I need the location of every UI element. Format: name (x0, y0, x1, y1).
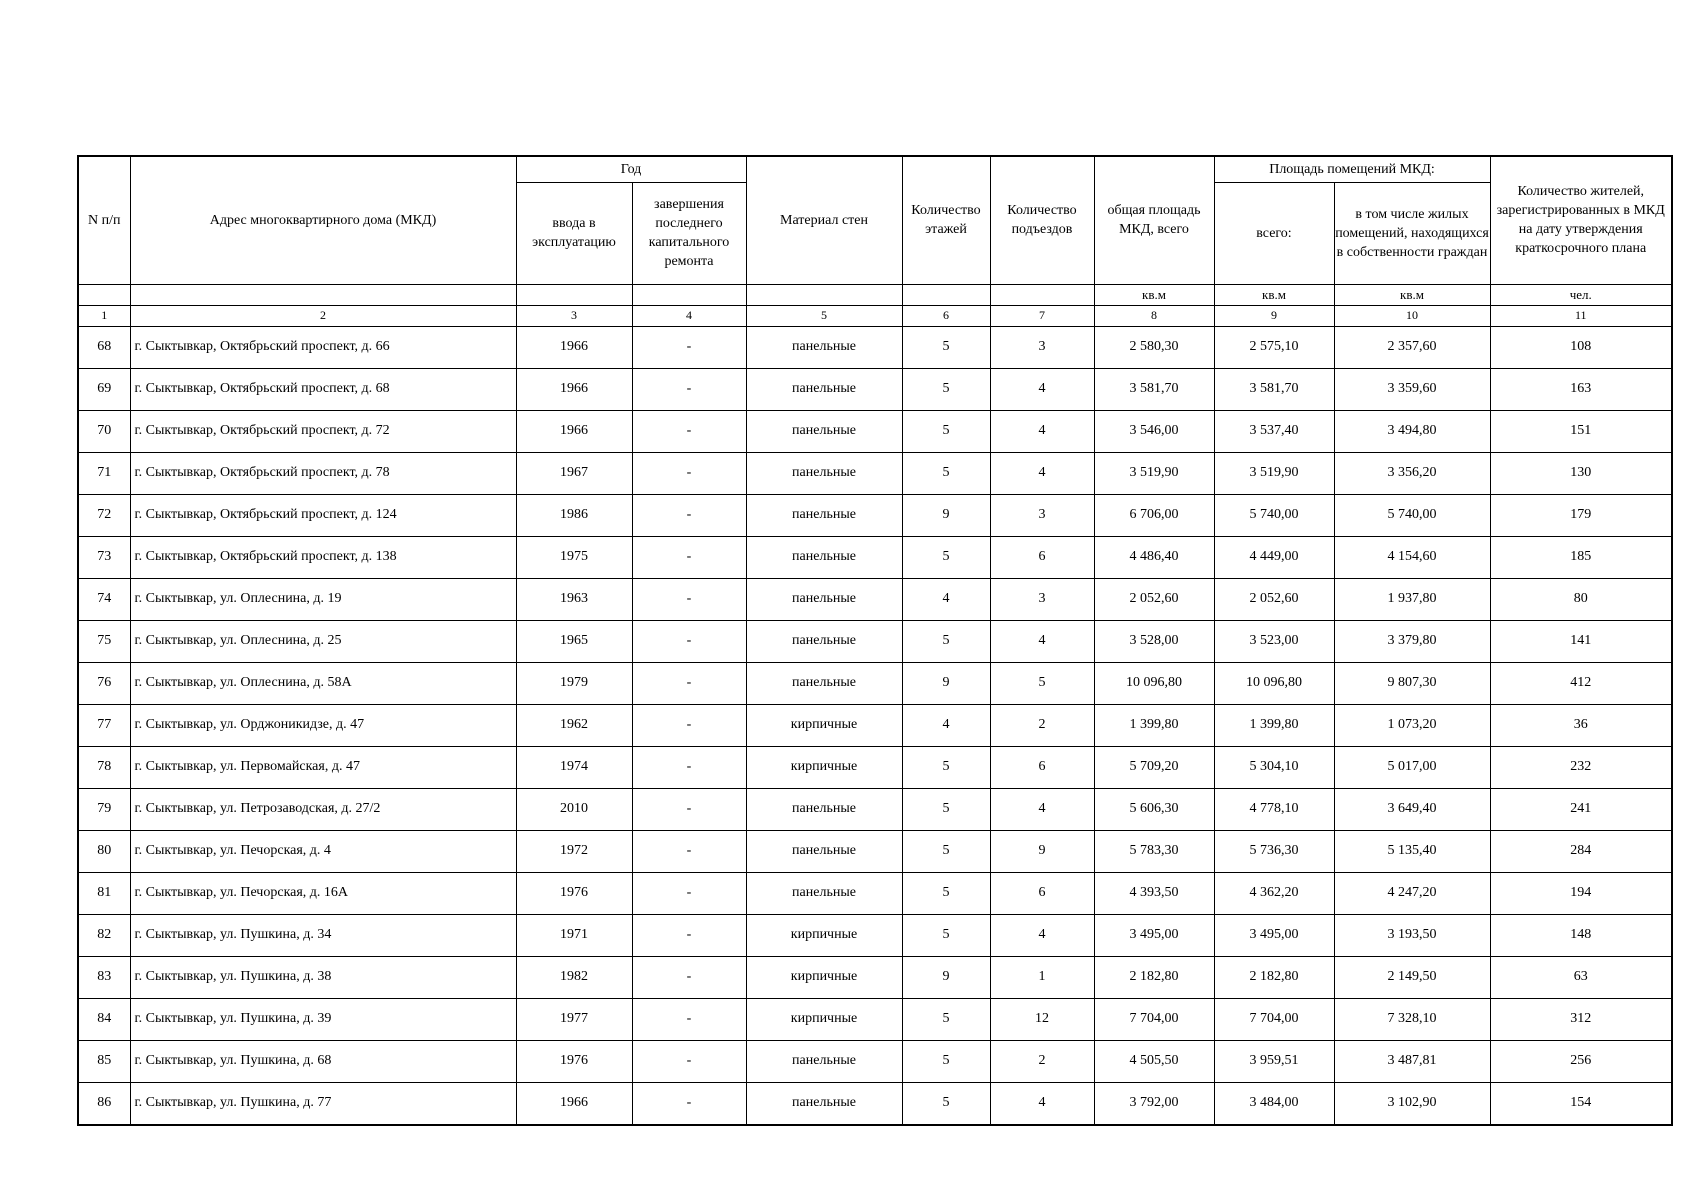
row-area-residential: 3 379,80 (1334, 620, 1490, 662)
row-number: 86 (78, 1082, 130, 1125)
row-year-commission: 1975 (516, 536, 632, 578)
row-address: г. Сыктывкар, Октябрьский проспект, д. 124 (130, 494, 516, 536)
row-year-repair: - (632, 452, 746, 494)
row-entrances: 6 (990, 746, 1094, 788)
row-year-repair: - (632, 578, 746, 620)
table-row (78, 494, 1672, 536)
row-wall-material: панельные (746, 536, 902, 578)
row-floors: 5 (902, 998, 990, 1040)
column-number: 9 (1214, 305, 1334, 326)
row-total-area: 2 580,30 (1094, 326, 1214, 368)
row-wall-material: панельные (746, 788, 902, 830)
unit-area-residential: кв.м (1334, 284, 1490, 305)
row-area-all: 3 523,00 (1214, 620, 1334, 662)
table-row (78, 536, 1672, 578)
row-total-area: 3 792,00 (1094, 1082, 1214, 1125)
row-total-area: 5 783,30 (1094, 830, 1214, 872)
row-year-repair: - (632, 872, 746, 914)
row-wall-material: панельные (746, 1082, 902, 1125)
row-floors: 5 (902, 410, 990, 452)
row-year-commission: 1966 (516, 326, 632, 368)
row-address: г. Сыктывкар, ул. Петрозаводская, д. 27/2 (130, 788, 516, 830)
row-wall-material: панельные (746, 830, 902, 872)
row-year-repair: - (632, 536, 746, 578)
row-number: 68 (78, 326, 130, 368)
row-area-all: 2 182,80 (1214, 956, 1334, 998)
row-area-all: 4 362,20 (1214, 872, 1334, 914)
row-year-commission: 1967 (516, 452, 632, 494)
row-residents: 36 (1490, 704, 1672, 746)
row-year-commission: 1976 (516, 872, 632, 914)
row-wall-material: кирпичные (746, 956, 902, 998)
row-address: г. Сыктывкар, ул. Оплеснина, д. 25 (130, 620, 516, 662)
column-number: 7 (990, 305, 1094, 326)
row-area-residential: 1 073,20 (1334, 704, 1490, 746)
row-floors: 4 (902, 704, 990, 746)
row-residents: 185 (1490, 536, 1672, 578)
row-wall-material: панельные (746, 1040, 902, 1082)
header-number: N п/п (78, 156, 130, 284)
header-year-group: Год (516, 156, 746, 182)
row-floors: 5 (902, 914, 990, 956)
row-residents: 194 (1490, 872, 1672, 914)
row-entrances: 1 (990, 956, 1094, 998)
row-year-commission: 1974 (516, 746, 632, 788)
row-total-area: 4 486,40 (1094, 536, 1214, 578)
row-wall-material: панельные (746, 578, 902, 620)
row-number: 73 (78, 536, 130, 578)
row-floors: 5 (902, 1040, 990, 1082)
row-entrances: 4 (990, 620, 1094, 662)
row-residents: 163 (1490, 368, 1672, 410)
row-residents: 179 (1490, 494, 1672, 536)
row-entrances: 3 (990, 578, 1094, 620)
row-year-commission: 1965 (516, 620, 632, 662)
row-floors: 9 (902, 956, 990, 998)
row-area-residential: 9 807,30 (1334, 662, 1490, 704)
row-total-area: 3 519,90 (1094, 452, 1214, 494)
row-total-area: 5 709,20 (1094, 746, 1214, 788)
row-entrances: 2 (990, 704, 1094, 746)
row-year-commission: 1972 (516, 830, 632, 872)
unit-residents: чел. (1490, 284, 1672, 305)
row-year-repair: - (632, 788, 746, 830)
row-area-all: 4 449,00 (1214, 536, 1334, 578)
row-total-area: 3 546,00 (1094, 410, 1214, 452)
row-wall-material: панельные (746, 494, 902, 536)
row-year-repair: - (632, 704, 746, 746)
row-area-residential: 2 357,60 (1334, 326, 1490, 368)
unit-cell-empty (130, 284, 516, 305)
row-residents: 412 (1490, 662, 1672, 704)
row-total-area: 3 581,70 (1094, 368, 1214, 410)
row-address: г. Сыктывкар, Октябрьский проспект, д. 68 (130, 368, 516, 410)
row-area-residential: 3 356,20 (1334, 452, 1490, 494)
row-area-all: 3 484,00 (1214, 1082, 1334, 1125)
row-area-residential: 3 102,90 (1334, 1082, 1490, 1125)
row-total-area: 2 182,80 (1094, 956, 1214, 998)
row-floors: 5 (902, 326, 990, 368)
row-year-commission: 1962 (516, 704, 632, 746)
row-year-commission: 1963 (516, 578, 632, 620)
row-total-area: 3 528,00 (1094, 620, 1214, 662)
row-year-repair: - (632, 830, 746, 872)
row-year-repair: - (632, 410, 746, 452)
unit-cell-empty (632, 284, 746, 305)
row-address: г. Сыктывкар, Октябрьский проспект, д. 138 (130, 536, 516, 578)
table-row (78, 914, 1672, 956)
column-number: 11 (1490, 305, 1672, 326)
row-area-all: 7 704,00 (1214, 998, 1334, 1040)
row-residents: 241 (1490, 788, 1672, 830)
row-address: г. Сыктывкар, ул. Пушкина, д. 34 (130, 914, 516, 956)
row-area-residential: 3 193,50 (1334, 914, 1490, 956)
row-area-residential: 3 487,81 (1334, 1040, 1490, 1082)
row-year-repair: - (632, 746, 746, 788)
header-year-commission: ввода в эксплуатацию (516, 182, 632, 284)
row-entrances: 2 (990, 1040, 1094, 1082)
table-row (78, 578, 1672, 620)
row-area-all: 4 778,10 (1214, 788, 1334, 830)
row-residents: 108 (1490, 326, 1672, 368)
row-number: 78 (78, 746, 130, 788)
row-area-residential: 4 247,20 (1334, 872, 1490, 914)
table-row (78, 662, 1672, 704)
row-entrances: 3 (990, 494, 1094, 536)
row-floors: 5 (902, 872, 990, 914)
row-year-repair: - (632, 494, 746, 536)
header-area-group: Площадь помещений МКД: (1214, 156, 1490, 182)
row-address: г. Сыктывкар, ул. Пушкина, д. 39 (130, 998, 516, 1040)
row-area-residential: 5 740,00 (1334, 494, 1490, 536)
column-number: 2 (130, 305, 516, 326)
row-area-residential: 4 154,60 (1334, 536, 1490, 578)
row-year-commission: 1966 (516, 368, 632, 410)
unit-total-area: кв.м (1094, 284, 1214, 305)
row-year-repair: - (632, 326, 746, 368)
row-floors: 5 (902, 746, 990, 788)
row-area-all: 5 736,30 (1214, 830, 1334, 872)
row-floors: 9 (902, 494, 990, 536)
row-area-residential: 7 328,10 (1334, 998, 1490, 1040)
column-number: 8 (1094, 305, 1214, 326)
row-total-area: 5 606,30 (1094, 788, 1214, 830)
row-area-all: 2 575,10 (1214, 326, 1334, 368)
row-address: г. Сыктывкар, ул. Пушкина, д. 68 (130, 1040, 516, 1082)
row-number: 74 (78, 578, 130, 620)
row-residents: 154 (1490, 1082, 1672, 1125)
row-area-residential: 5 017,00 (1334, 746, 1490, 788)
row-address: г. Сыктывкар, ул. Оплеснина, д. 58А (130, 662, 516, 704)
table-row (78, 1040, 1672, 1082)
row-residents: 63 (1490, 956, 1672, 998)
row-number: 84 (78, 998, 130, 1040)
row-entrances: 4 (990, 368, 1094, 410)
row-floors: 5 (902, 536, 990, 578)
row-entrances: 4 (990, 410, 1094, 452)
housing-table-wrapper (77, 155, 1673, 1126)
row-area-all: 3 537,40 (1214, 410, 1334, 452)
row-area-all: 3 959,51 (1214, 1040, 1334, 1082)
row-residents: 151 (1490, 410, 1672, 452)
row-wall-material: панельные (746, 872, 902, 914)
row-area-all: 10 096,80 (1214, 662, 1334, 704)
row-area-all: 1 399,80 (1214, 704, 1334, 746)
row-area-residential: 3 649,40 (1334, 788, 1490, 830)
row-area-all: 2 052,60 (1214, 578, 1334, 620)
row-area-all: 3 495,00 (1214, 914, 1334, 956)
row-wall-material: панельные (746, 452, 902, 494)
row-year-commission: 1976 (516, 1040, 632, 1082)
header-address: Адрес многоквартирного дома (МКД) (130, 156, 516, 284)
unit-cell-empty (516, 284, 632, 305)
column-number: 10 (1334, 305, 1490, 326)
row-year-commission: 1982 (516, 956, 632, 998)
table-row (78, 788, 1672, 830)
row-total-area: 4 393,50 (1094, 872, 1214, 914)
row-year-repair: - (632, 662, 746, 704)
row-year-commission: 1986 (516, 494, 632, 536)
row-wall-material: кирпичные (746, 998, 902, 1040)
row-floors: 9 (902, 662, 990, 704)
row-number: 76 (78, 662, 130, 704)
row-entrances: 4 (990, 452, 1094, 494)
table-row (78, 620, 1672, 662)
row-year-repair: - (632, 1082, 746, 1125)
row-entrances: 4 (990, 1082, 1094, 1125)
row-total-area: 3 495,00 (1094, 914, 1214, 956)
row-year-commission: 1977 (516, 998, 632, 1040)
row-total-area: 7 704,00 (1094, 998, 1214, 1040)
row-floors: 4 (902, 578, 990, 620)
table-row (78, 998, 1672, 1040)
row-area-residential: 2 149,50 (1334, 956, 1490, 998)
row-area-all: 3 519,90 (1214, 452, 1334, 494)
row-address: г. Сыктывкар, Октябрьский проспект, д. 78 (130, 452, 516, 494)
row-year-repair: - (632, 1040, 746, 1082)
row-year-repair: - (632, 368, 746, 410)
header-area-residential: в том числе жилых помещений, находящихся в собственности граждан (1334, 182, 1490, 284)
row-floors: 5 (902, 620, 990, 662)
row-residents: 148 (1490, 914, 1672, 956)
row-address: г. Сыктывкар, ул. Пушкина, д. 77 (130, 1082, 516, 1125)
row-wall-material: панельные (746, 368, 902, 410)
row-entrances: 4 (990, 788, 1094, 830)
row-floors: 5 (902, 830, 990, 872)
row-floors: 5 (902, 1082, 990, 1125)
row-number: 81 (78, 872, 130, 914)
row-number: 69 (78, 368, 130, 410)
column-number: 1 (78, 305, 130, 326)
table-row (78, 326, 1672, 368)
table-row (78, 704, 1672, 746)
row-area-all: 5 304,10 (1214, 746, 1334, 788)
row-area-residential: 3 494,80 (1334, 410, 1490, 452)
row-wall-material: панельные (746, 620, 902, 662)
unit-cell-empty (78, 284, 130, 305)
row-number: 77 (78, 704, 130, 746)
row-year-repair: - (632, 914, 746, 956)
row-wall-material: панельные (746, 662, 902, 704)
row-area-residential: 3 359,60 (1334, 368, 1490, 410)
table-row (78, 746, 1672, 788)
row-year-commission: 1966 (516, 1082, 632, 1125)
row-address: г. Сыктывкар, ул. Оплеснина, д. 19 (130, 578, 516, 620)
header-wall-material: Материал стен (746, 156, 902, 284)
table-row (78, 452, 1672, 494)
column-number: 6 (902, 305, 990, 326)
table-row (78, 368, 1672, 410)
row-number: 82 (78, 914, 130, 956)
row-number: 72 (78, 494, 130, 536)
row-entrances: 3 (990, 326, 1094, 368)
unit-area-all: кв.м (1214, 284, 1334, 305)
row-area-residential: 5 135,40 (1334, 830, 1490, 872)
row-residents: 256 (1490, 1040, 1672, 1082)
header-entrances: Количество подъездов (990, 156, 1094, 284)
column-number: 3 (516, 305, 632, 326)
row-residents: 232 (1490, 746, 1672, 788)
row-floors: 5 (902, 368, 990, 410)
row-entrances: 4 (990, 914, 1094, 956)
table-header (78, 156, 1672, 326)
row-address: г. Сыктывкар, ул. Первомайская, д. 47 (130, 746, 516, 788)
row-number: 83 (78, 956, 130, 998)
table-row (78, 956, 1672, 998)
row-address: г. Сыктывкар, ул. Пушкина, д. 38 (130, 956, 516, 998)
header-floors: Количество этажей (902, 156, 990, 284)
table-body (78, 326, 1672, 1125)
row-address: г. Сыктывкар, Октябрьский проспект, д. 66 (130, 326, 516, 368)
row-wall-material: кирпичные (746, 704, 902, 746)
row-entrances: 12 (990, 998, 1094, 1040)
row-number: 75 (78, 620, 130, 662)
row-year-commission: 2010 (516, 788, 632, 830)
row-total-area: 10 096,80 (1094, 662, 1214, 704)
row-entrances: 5 (990, 662, 1094, 704)
row-floors: 5 (902, 452, 990, 494)
unit-cell-empty (746, 284, 902, 305)
row-year-commission: 1979 (516, 662, 632, 704)
row-floors: 5 (902, 788, 990, 830)
row-residents: 141 (1490, 620, 1672, 662)
row-area-all: 3 581,70 (1214, 368, 1334, 410)
row-number: 70 (78, 410, 130, 452)
row-wall-material: панельные (746, 326, 902, 368)
row-number: 80 (78, 830, 130, 872)
row-total-area: 1 399,80 (1094, 704, 1214, 746)
table-row (78, 872, 1672, 914)
row-wall-material: панельные (746, 410, 902, 452)
row-year-repair: - (632, 620, 746, 662)
unit-cell-empty (990, 284, 1094, 305)
row-entrances: 9 (990, 830, 1094, 872)
row-year-repair: - (632, 998, 746, 1040)
row-number: 85 (78, 1040, 130, 1082)
row-address: г. Сыктывкар, ул. Печорская, д. 4 (130, 830, 516, 872)
row-address: г. Сыктывкар, Октябрьский проспект, д. 72 (130, 410, 516, 452)
header-year-repair: завершения последнего капитального ремонта (632, 182, 746, 284)
housing-table (77, 155, 1673, 1126)
row-number: 71 (78, 452, 130, 494)
table-row (78, 830, 1672, 872)
row-area-residential: 1 937,80 (1334, 578, 1490, 620)
header-total-area: общая площадь МКД, всего (1094, 156, 1214, 284)
row-wall-material: кирпичные (746, 914, 902, 956)
header-area-all: всего: (1214, 182, 1334, 284)
table-row (78, 1082, 1672, 1125)
row-wall-material: кирпичные (746, 746, 902, 788)
row-residents: 80 (1490, 578, 1672, 620)
row-year-commission: 1971 (516, 914, 632, 956)
column-number: 4 (632, 305, 746, 326)
row-address: г. Сыктывкар, ул. Печорская, д. 16А (130, 872, 516, 914)
row-area-all: 5 740,00 (1214, 494, 1334, 536)
row-entrances: 6 (990, 872, 1094, 914)
column-number: 5 (746, 305, 902, 326)
table-row (78, 410, 1672, 452)
row-entrances: 6 (990, 536, 1094, 578)
row-address: г. Сыктывкар, ул. Орджоникидзе, д. 47 (130, 704, 516, 746)
row-residents: 284 (1490, 830, 1672, 872)
row-total-area: 4 505,50 (1094, 1040, 1214, 1082)
row-number: 79 (78, 788, 130, 830)
row-total-area: 6 706,00 (1094, 494, 1214, 536)
row-residents: 130 (1490, 452, 1672, 494)
header-residents: Количество жителей, зарегистрированных в МКД на дату утверждения краткосрочного плана (1490, 156, 1672, 284)
row-year-repair: - (632, 956, 746, 998)
row-residents: 312 (1490, 998, 1672, 1040)
row-year-commission: 1966 (516, 410, 632, 452)
unit-cell-empty (902, 284, 990, 305)
row-total-area: 2 052,60 (1094, 578, 1214, 620)
